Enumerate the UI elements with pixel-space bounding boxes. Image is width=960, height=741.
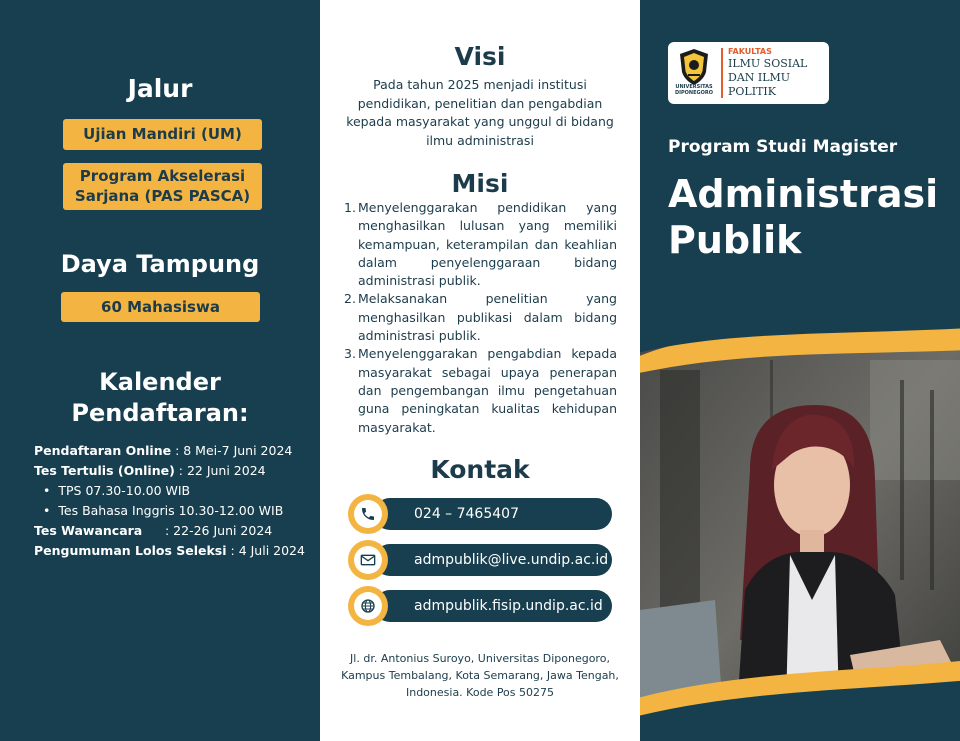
program-title [668,171,960,263]
daya-tampung-badge: 60 Mahasiswa [61,292,260,322]
student-photo [640,0,960,741]
logo-fakultas-label: FAKULTAS [728,47,772,56]
misi-item [344,345,617,436]
logo-university-name: UNIVERSITAS DIPONEGORO [675,84,713,96]
phone-icon [354,500,382,528]
website-text: admpublik.fisip.undip.ac.id [374,590,612,622]
left-panel [0,0,320,741]
misi-item-number: 1. [344,200,356,215]
kalender-tertulis-value: : 22 Juni 2024 [174,463,266,478]
misi-list [344,199,617,437]
jalur-pas-badge [63,163,262,210]
email-text: admpublik@live.undip.ac.id [374,544,612,576]
misi-item-text: Menyelenggarakan pengabdian kepada masyarakat sebagai upaya penerapan dan pengembangan ilmu pengetahuan guna peningkatan kualitas kehidupan masyarakat. [358,346,617,435]
mail-icon [354,546,382,574]
program-title-line2: Publik [668,218,802,262]
right-panel [640,0,960,741]
kalender-row-online [34,441,314,461]
phone-text: 024 – 7465407 [374,498,612,530]
kalender-sub-list [34,481,314,521]
globe-icon [354,592,382,620]
kalender-pengumuman-label: Pengumuman Lolos Seleksi [34,543,227,558]
program-title-line1: Administrasi [668,172,939,216]
jalur-um-badge: Ujian Mandiri (UM) [63,119,262,150]
program-subtitle: Program Studi Magister [668,137,898,157]
contact-phone [348,494,612,534]
kontak-heading: Kontak [430,455,530,484]
daya-tampung-heading: Daya Tampung [60,250,260,278]
misi-heading: Misi [451,169,509,198]
misi-item-number: 3. [344,346,356,362]
kalender-row-tertulis [34,461,314,481]
kalender-pengumuman-value: : 4 Juli 2024 [226,543,305,558]
misi-item-text: Menyelenggarakan pendidikan yang menghasilkan lulusan yang memiliki kemampuan, keterampilan dan keahlian dalam penyelenggaraan bidang administrasi publik. [358,200,617,289]
visi-heading: Visi [454,42,506,71]
kalender-sub-item-bahasa: • Tes Bahasa Inggris 10.30-12.00 WIB [43,501,314,521]
kalender-tertulis-label: Tes Tertulis (Online) [34,463,175,478]
jalur-heading: Jalur [127,74,193,103]
address-text: Jl. dr. Antonius Suroyo, Universitas Diponegoro, Kampus Tembalang, Kota Semarang, Jawa Tengah, Indonesia. Kode Pos 50275 [341,652,619,699]
mail-icon-badge [348,540,388,580]
globe-icon-badge [348,586,388,626]
contact-website [348,586,612,626]
misi-item [344,290,617,345]
university-seal-icon [678,48,710,86]
kalender-wawancara-label: Tes Wawancara [34,523,143,538]
logo-divider [721,48,723,98]
kalender-row-wawancara [34,521,314,541]
kalender-heading-line1: Kalender [99,368,221,396]
misi-item-number: 2. [344,291,356,307]
visi-text: Pada tahun 2025 menjadi institusi pendidikan, penelitian dan pengabdian kepada masyarakat yang unggul di bidang ilmu administrasi [346,77,614,148]
kalender-online-label: Pendaftaran Online [34,443,172,458]
kalender-sub-item-tps: • TPS 07.30-10.00 WIB [43,481,314,501]
kalender-heading-line2: Pendaftaran: [71,399,249,427]
kalender-list [34,441,314,561]
misi-item [344,199,617,290]
kalender-heading [0,367,320,429]
logo-faculty-name: ILMU SOSIAL DAN ILMU POLITIK [728,57,808,98]
contact-email [348,540,612,580]
faculty-logo [668,42,829,104]
middle-panel [320,0,640,741]
jalur-pas-line2: Sarjana (PAS PASCA) [74,187,251,205]
kalender-wawancara-value: : 22-26 Juni 2024 [161,523,273,538]
kalender-row-pengumuman [34,541,314,561]
misi-item-text: Melaksanakan penelitian yang menghasilkan publikasi dalam bidang administrasi publik. [358,291,617,344]
phone-icon-badge [348,494,388,534]
jalur-pas-line1: Program Akselerasi [79,167,246,185]
kalender-online-value: : 8 Mei-7 Juni 2024 [171,443,293,458]
